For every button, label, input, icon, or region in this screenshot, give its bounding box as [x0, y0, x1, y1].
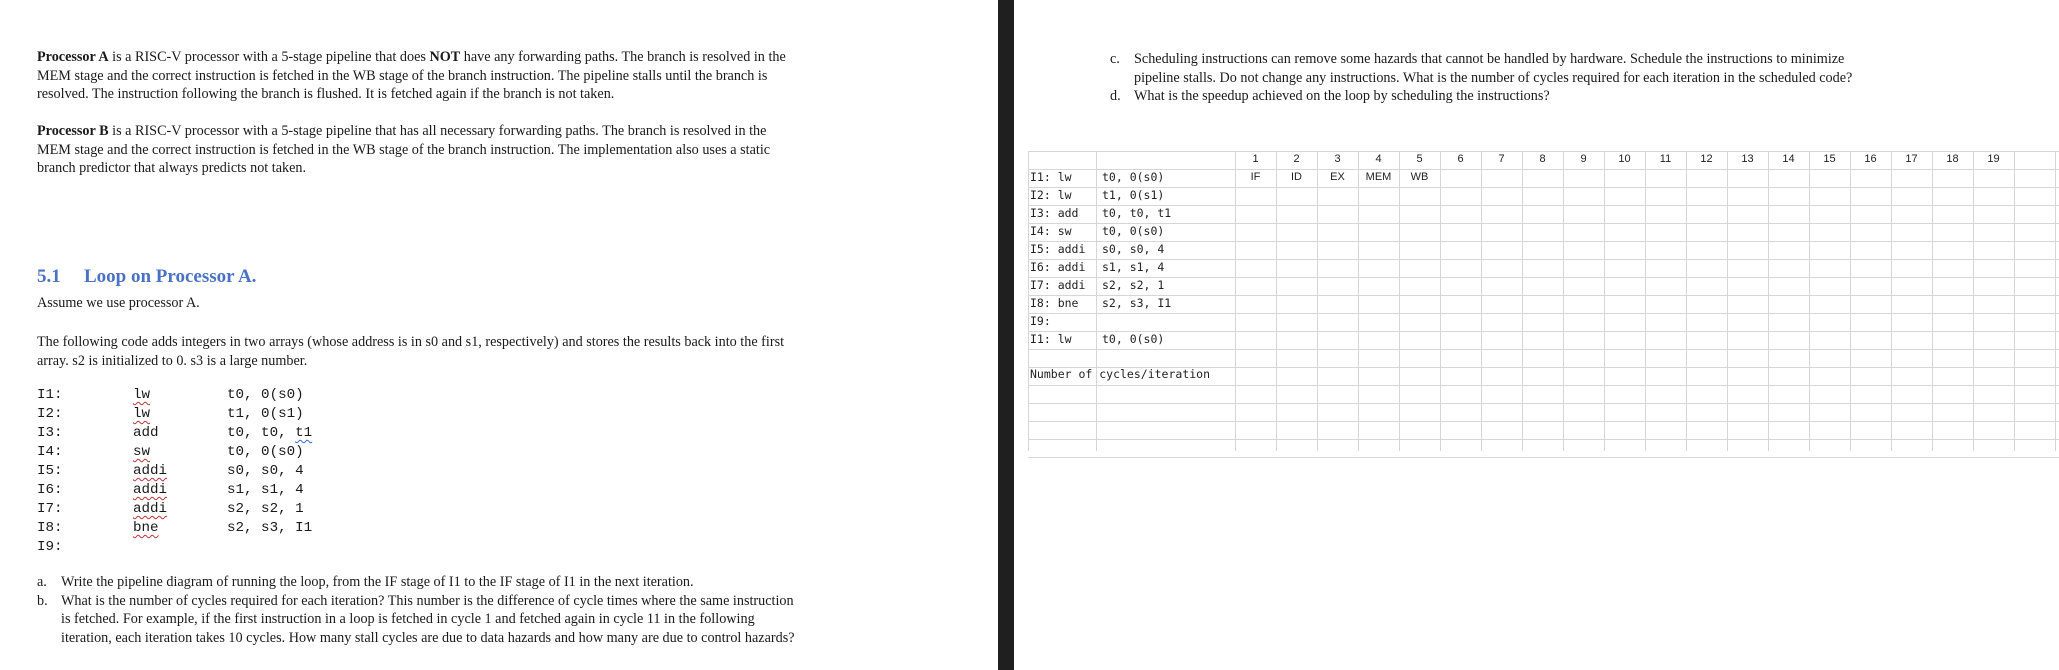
cycle-number-cell[interactable]: 15	[1823, 153, 1836, 165]
processor-b-paragraph	[37, 122, 907, 178]
instruction-operands: t0, 0(s0)	[1102, 170, 1165, 184]
processor-a-paragraph	[37, 48, 907, 104]
code-label: I7:	[37, 501, 63, 517]
code-operands: t0, t0, t1	[227, 425, 313, 441]
instruction-name: I1: lw	[1030, 332, 1072, 346]
instruction-operands: t0, 0(s0)	[1102, 224, 1165, 238]
cycle-number-cell[interactable]: 11	[1659, 153, 1672, 165]
instruction-name: I3: add	[1030, 206, 1079, 220]
cycle-number-cell[interactable]: 13	[1741, 153, 1754, 165]
instruction-operands: s1, s1, 4	[1102, 260, 1165, 274]
grid-column-line	[1481, 151, 1482, 451]
intro-line2: array. s2 is initialized to 0. s3 is a large number.	[37, 352, 308, 369]
question-a	[37, 573, 917, 592]
grid-column-line	[1358, 151, 1359, 451]
cycle-number-cell[interactable]: 3	[1334, 153, 1341, 165]
instruction-row-label[interactable]	[1030, 314, 1051, 328]
intro-paragraph	[37, 333, 907, 370]
grid-row-line	[1028, 349, 2059, 350]
instruction-row-label[interactable]	[1030, 260, 1165, 274]
instruction-name: I9:	[1030, 314, 1051, 328]
grid-column-line	[1235, 151, 1236, 451]
code-label: I8:	[37, 520, 63, 536]
intro-line1: The following code adds integers in two arrays (whose address is in s0 and s1, respectively) and stores the results back into the first	[37, 334, 785, 350]
assume-text: Assume we use processor A.	[37, 295, 200, 311]
cycle-number-cell[interactable]: 10	[1618, 153, 1631, 165]
instruction-row-label[interactable]	[1030, 206, 1172, 220]
instruction-name: I6: addi	[1030, 260, 1086, 274]
instruction-row-label[interactable]	[1030, 242, 1165, 256]
cycle-number-cell[interactable]: 19	[1987, 153, 2000, 165]
grid-row-line	[1028, 259, 2059, 260]
processor-a-line3: resolved. The instruction following the branch is flushed. It is fetched again if the branch is not taken.	[37, 86, 615, 103]
question-line: Scheduling instructions can remove some hazards that cannot be handled by hardware. Schedule the instructions to minimize	[1134, 51, 1845, 67]
instruction-row-label[interactable]	[1030, 296, 1172, 310]
grid-column-line	[1604, 151, 1605, 451]
instruction-operands: s0, s0, 4	[1102, 242, 1165, 256]
cycle-number-cell[interactable]: 9	[1580, 153, 1587, 165]
code-opcode: addi	[133, 482, 168, 498]
code-operands: t1, 0(s1)	[227, 406, 304, 422]
grid-row-line	[1028, 313, 2059, 314]
grid-row-line	[1028, 457, 2059, 458]
cycle-number-cell[interactable]: 5	[1416, 153, 1423, 165]
stage-cell[interactable]: WB	[1410, 171, 1429, 183]
grid-row-line	[1028, 187, 2059, 188]
grid-column-line	[1850, 151, 1851, 451]
code-operands: t0, 0(s0)	[227, 444, 304, 460]
code-operands: t0, 0(s0)	[227, 387, 304, 403]
code-opcode: addi	[133, 463, 168, 479]
grid-row-line	[1028, 151, 2059, 152]
section-number: 5.1	[37, 266, 61, 287]
cycle-number-cell[interactable]: 8	[1539, 153, 1546, 165]
processor-b-line2: MEM stage and the correct instruction is fetched in the WB stage of the branch instruction. The implementation also uses a static	[37, 141, 771, 158]
stage-cell[interactable]: IF	[1250, 171, 1261, 183]
section-title: Loop on Processor A.	[84, 266, 257, 287]
code-operands: s2, s3, I1	[227, 520, 313, 536]
instruction-row-label[interactable]	[1030, 278, 1165, 292]
instruction-name: I8: bne	[1030, 296, 1079, 310]
stage-cell[interactable]: EX	[1330, 171, 1345, 183]
processor-b-line3: branch predictor that always predicts not taken.	[37, 160, 307, 177]
cycle-number-cell[interactable]: 17	[1905, 153, 1918, 165]
question-line: What is the number of cycles required for each iteration? This number is the difference of cycle times where the same instruction	[61, 592, 794, 609]
section-heading	[37, 266, 256, 288]
question-marker: a.	[37, 574, 47, 590]
instruction-name: I7: addi	[1030, 278, 1086, 292]
grid-row-line	[1028, 277, 2059, 278]
question-c	[1110, 50, 1950, 87]
code-label: I9:	[37, 539, 63, 555]
instruction-name: I1: lw	[1030, 170, 1072, 184]
grid-column-line	[1891, 151, 1892, 451]
question-list-ab	[37, 573, 917, 648]
code-opcode: lw	[133, 387, 151, 403]
question-line: pipeline stalls. Do not change any instructions. What is the number of cycles required for each iteration in the scheduled code?	[1134, 69, 1853, 86]
cycle-number-cell[interactable]: 12	[1700, 153, 1713, 165]
grid-row-line	[1028, 439, 2059, 440]
question-line: is fetched. For example, if the first instruction in a loop is fetched in cycle 1 and fetched again in cycle 11 in the following	[61, 611, 755, 628]
cycle-number-cell[interactable]: 14	[1782, 153, 1795, 165]
question-d	[1110, 87, 1950, 106]
code-label: I1:	[37, 387, 63, 403]
cycle-number-cell[interactable]: 4	[1375, 153, 1382, 165]
instruction-row-label[interactable]	[1030, 188, 1165, 202]
grid-column-line	[1276, 151, 1277, 451]
code-opcode: sw	[133, 444, 151, 460]
code-opcode: addi	[133, 501, 168, 517]
code-label: I3:	[37, 425, 63, 441]
cycle-number-cell[interactable]: 1	[1252, 153, 1259, 165]
code-label: I4:	[37, 444, 63, 460]
question-list-cd	[1110, 50, 1950, 106]
question-line: What is the speedup achieved on the loop by scheduling the instructions?	[1134, 88, 1550, 105]
grid-column-line	[1727, 151, 1728, 451]
grid-column-line	[1317, 151, 1318, 451]
cycle-number-cell[interactable]: 6	[1457, 153, 1464, 165]
grid-column-line	[1973, 151, 1974, 451]
code-operands: s2, s2, 1	[227, 501, 304, 517]
code-label: I2:	[37, 406, 63, 422]
instruction-operands: t0, t0, t1	[1102, 206, 1172, 220]
grid-column-line	[1522, 151, 1523, 451]
grid-row-line	[1028, 331, 2059, 332]
cycle-number-cell[interactable]: 7	[1498, 153, 1505, 165]
processor-b-name: Processor B	[37, 123, 109, 139]
cycle-number-cell[interactable]: 18	[1946, 153, 1959, 165]
question-b	[37, 592, 917, 648]
cycle-number-cell[interactable]: 2	[1293, 153, 1300, 165]
code-opcode: bne	[133, 520, 159, 536]
instruction-name: I2: lw	[1030, 188, 1072, 202]
left-document-page	[0, 0, 998, 670]
grid-row-line	[1028, 403, 2059, 404]
cycles-per-iteration-label[interactable]: Number of cycles/iteration	[1030, 367, 1211, 381]
grid-row-line	[1028, 385, 2059, 386]
instruction-name: I5: addi	[1030, 242, 1086, 256]
grid-column-line	[2055, 151, 2056, 451]
question-marker: b.	[37, 592, 48, 609]
instruction-row-label[interactable]	[1030, 170, 1165, 184]
code-opcode: lw	[133, 406, 151, 422]
instruction-operands: s2, s2, 1	[1102, 278, 1165, 292]
grid-column-line	[1399, 151, 1400, 451]
code-label: I5:	[37, 463, 63, 479]
question-line: iteration, each iteration takes 10 cycles. How many stall cycles are due to data hazards and how many are due to control hazards?	[61, 630, 795, 647]
instruction-operands: s2, s3, I1	[1102, 296, 1172, 310]
grid-column-line	[1686, 151, 1687, 451]
grid-column-line	[1028, 151, 1029, 451]
grid-row-line	[1028, 421, 2059, 422]
instruction-row-label[interactable]	[1030, 332, 1165, 346]
processor-a-line2: MEM stage and the correct instruction is fetched in the WB stage of the branch instruction. The pipeline stalls until the branch is	[37, 67, 768, 84]
processor-b-line1: is a RISC-V processor with a 5-stage pipeline that has all necessary forwarding paths. The branch is resolved in the	[108, 123, 767, 139]
grid-column-line	[2014, 151, 2015, 451]
not-emphasis: NOT	[429, 49, 461, 65]
question-line: Write the pipeline diagram of running the loop, from the IF stage of I1 to the IF stage of I1 in the next iteration.	[61, 574, 694, 590]
code-operands: s0, s0, 4	[227, 463, 304, 479]
question-marker: d.	[1110, 88, 1121, 105]
instruction-row-label[interactable]	[1030, 224, 1165, 238]
grid-column-line	[1563, 151, 1564, 451]
grid-row-line	[1028, 295, 2059, 296]
stage-cell[interactable]: ID	[1291, 171, 1302, 183]
grid-row-line	[1028, 205, 2059, 206]
grid-column-line	[1809, 151, 1810, 451]
grid-row-line	[1028, 169, 2059, 170]
stage-cell[interactable]: MEM	[1365, 171, 1392, 183]
grid-row-line	[1028, 223, 2059, 224]
grid-column-line	[1440, 151, 1441, 451]
processor-a-name: Processor A	[37, 49, 109, 65]
grid-row-line	[1028, 241, 2059, 242]
grid-column-line	[1768, 151, 1769, 451]
instruction-name: I4: sw	[1030, 224, 1072, 238]
cycle-number-cell[interactable]: 16	[1864, 153, 1877, 165]
question-marker: c.	[1110, 51, 1120, 67]
grid-column-line	[1096, 151, 1097, 451]
instruction-operands: t0, 0(s0)	[1102, 332, 1165, 346]
grid-column-line	[1645, 151, 1646, 451]
code-label: I6:	[37, 482, 63, 498]
code-opcode: add	[133, 425, 159, 441]
instruction-operands: t1, 0(s1)	[1102, 188, 1165, 202]
code-operands: s1, s1, 4	[227, 482, 304, 498]
page-divider	[998, 0, 1014, 670]
processor-a-text: is a RISC-V processor with a 5-stage pipeline that does	[108, 49, 430, 65]
processor-a-text-cont: have any forwarding paths. The branch is resolved in the	[460, 49, 786, 65]
grid-column-line	[1932, 151, 1933, 451]
